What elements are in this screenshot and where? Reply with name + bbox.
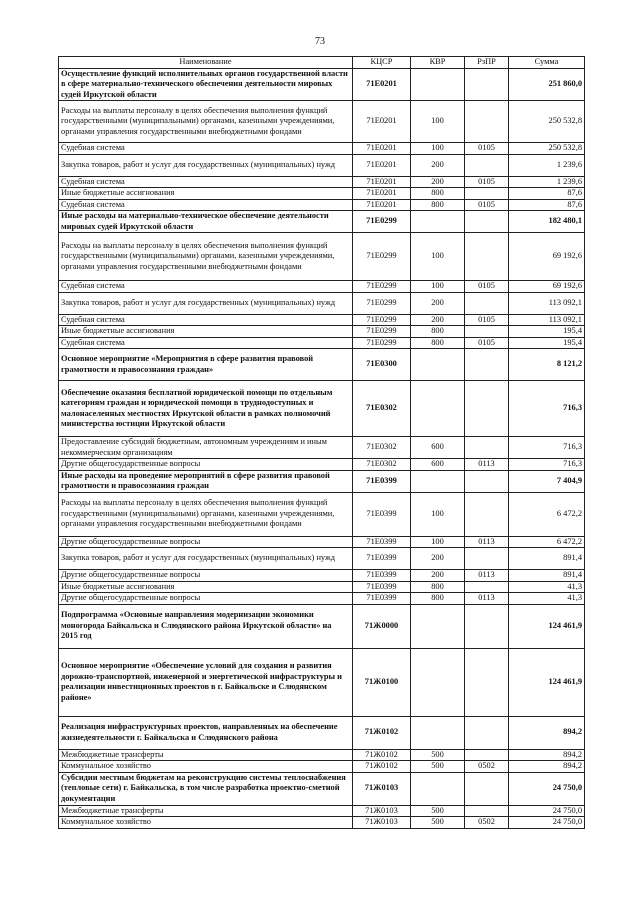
cell-kcsr: 71Ж0100 <box>353 648 411 716</box>
cell-rzpr: 0105 <box>465 143 509 155</box>
table-row <box>59 761 585 773</box>
cell-sum: 124 461,9 <box>509 604 585 648</box>
cell-rzpr <box>465 492 509 536</box>
table-row <box>59 536 585 548</box>
table-row <box>59 326 585 338</box>
cell-name: Судебная система <box>59 281 353 293</box>
cell-name: Закупка товаров, работ и услуг для государственных (муниципальных) нужд <box>59 154 353 176</box>
cell-sum: 24 750,0 <box>509 772 585 805</box>
cell-rzpr: 0502 <box>465 761 509 773</box>
cell-name: Коммунальное хозяйство <box>59 761 353 773</box>
cell-name: Другие общегосударственные вопросы <box>59 593 353 605</box>
table-row <box>59 581 585 593</box>
cell-kvr: 100 <box>411 536 465 548</box>
cell-rzpr: 0113 <box>465 459 509 471</box>
table-row <box>59 314 585 326</box>
cell-kvr <box>411 716 465 749</box>
cell-kcsr: 71Е0399 <box>353 470 411 492</box>
cell-name: Расходы на выплаты персоналу в целях обеспечения выполнения функций государственными (муниципальными) органами, казенными учреждениями, органами управления государственными внебюджетными фондами <box>59 101 353 143</box>
table-row <box>59 817 585 829</box>
cell-kvr <box>411 68 465 101</box>
cell-kcsr: 71Е0399 <box>353 492 411 536</box>
page-number: 73 <box>315 36 325 47</box>
cell-sum: 716,3 <box>509 437 585 459</box>
table-row <box>59 143 585 155</box>
cell-kcsr: 71Е0201 <box>353 143 411 155</box>
cell-kvr: 600 <box>411 437 465 459</box>
table-row <box>59 381 585 437</box>
cell-kcsr: 71Ж0103 <box>353 817 411 829</box>
cell-kvr: 500 <box>411 817 465 829</box>
cell-kcsr: 71Е0399 <box>353 570 411 582</box>
table-row <box>59 604 585 648</box>
cell-kcsr: 71Е0201 <box>353 176 411 188</box>
cell-rzpr <box>465 772 509 805</box>
cell-kcsr: 71Ж0103 <box>353 772 411 805</box>
cell-name: Основное мероприятие «Мероприятия в сфере развития правовой грамотности и правосознания граждан» <box>59 349 353 381</box>
cell-kvr <box>411 381 465 437</box>
cell-kvr: 100 <box>411 143 465 155</box>
table-row <box>59 749 585 761</box>
cell-name: Обеспечение оказания бесплатной юридической помощи по отдельным категориям граждан и юридической помощи в труднодоступных и малонаселенных местностях Иркутской области в рамках полномочий министерства юстиции Иркутской области <box>59 381 353 437</box>
cell-sum: 24 750,0 <box>509 805 585 817</box>
cell-name: Реализация инфраструктурных проектов, направленных на обеспечение жизнедеятельности г. Байкальска и Слюдянского района <box>59 716 353 749</box>
cell-rzpr: 0113 <box>465 536 509 548</box>
cell-sum: 41,3 <box>509 593 585 605</box>
cell-kvr: 100 <box>411 101 465 143</box>
table-row <box>59 68 585 101</box>
table-row <box>59 437 585 459</box>
cell-kvr <box>411 772 465 805</box>
cell-name: Закупка товаров, работ и услуг для государственных (муниципальных) нужд <box>59 548 353 570</box>
cell-rzpr: 0113 <box>465 593 509 605</box>
cell-kcsr: 71Е0299 <box>353 314 411 326</box>
cell-name: Подпрограмма «Основные направления модернизации экономики моногорода Байкальска и Слюдянского района Иркутской области» на 2015 год <box>59 604 353 648</box>
header-kcsr: КЦСР <box>353 57 411 69</box>
cell-sum: 69 192,6 <box>509 233 585 281</box>
cell-name: Иные бюджетные ассигнования <box>59 326 353 338</box>
table-row <box>59 349 585 381</box>
cell-kcsr: 71Ж0103 <box>353 805 411 817</box>
cell-rzpr: 0105 <box>465 199 509 211</box>
table-row <box>59 548 585 570</box>
cell-kvr <box>411 604 465 648</box>
header-kvr: КВР <box>411 57 465 69</box>
cell-name: Осуществление функций исполнительных органов государственной власти в сфере материально-технического обеспечения деятельности мировых судей Иркутской области <box>59 68 353 101</box>
cell-sum: 716,3 <box>509 459 585 471</box>
cell-sum: 891,4 <box>509 570 585 582</box>
cell-sum: 891,4 <box>509 548 585 570</box>
cell-rzpr <box>465 154 509 176</box>
cell-kcsr: 71Е0201 <box>353 188 411 200</box>
cell-sum: 41,3 <box>509 581 585 593</box>
cell-kcsr: 71Е0299 <box>353 337 411 349</box>
cell-rzpr: 0105 <box>465 281 509 293</box>
cell-sum: 182 480,1 <box>509 211 585 233</box>
cell-kvr: 200 <box>411 176 465 188</box>
cell-kcsr: 71Е0299 <box>353 233 411 281</box>
cell-sum: 87,6 <box>509 188 585 200</box>
cell-sum: 113 092,1 <box>509 292 585 314</box>
cell-rzpr <box>465 604 509 648</box>
cell-sum: 113 092,1 <box>509 314 585 326</box>
cell-rzpr <box>465 211 509 233</box>
cell-sum: 6 472,2 <box>509 536 585 548</box>
cell-name: Межбюджетные трансферты <box>59 805 353 817</box>
cell-kvr: 600 <box>411 459 465 471</box>
cell-kvr: 100 <box>411 281 465 293</box>
cell-kcsr: 71Ж0102 <box>353 749 411 761</box>
table-row <box>59 716 585 749</box>
cell-kvr: 100 <box>411 233 465 281</box>
cell-rzpr <box>465 716 509 749</box>
cell-name: Судебная система <box>59 176 353 188</box>
cell-kvr: 800 <box>411 326 465 338</box>
cell-kcsr: 71Е0399 <box>353 536 411 548</box>
cell-rzpr <box>465 749 509 761</box>
cell-sum: 6 472,2 <box>509 492 585 536</box>
cell-name: Расходы на выплаты персоналу в целях обеспечения выполнения функций государственными (муниципальными) органами, казенными учреждениями, органами управления государственными внебюджетными фондами <box>59 233 353 281</box>
table-body <box>59 68 585 828</box>
table-row <box>59 154 585 176</box>
cell-rzpr: 0113 <box>465 570 509 582</box>
cell-kcsr: 71Ж0102 <box>353 716 411 749</box>
cell-name: Коммунальное хозяйство <box>59 817 353 829</box>
cell-name: Другие общегосударственные вопросы <box>59 459 353 471</box>
cell-sum: 894,2 <box>509 761 585 773</box>
table-row <box>59 176 585 188</box>
table-row <box>59 570 585 582</box>
cell-kcsr: 71Е0300 <box>353 349 411 381</box>
table-row <box>59 292 585 314</box>
header-name: Наименование <box>59 57 353 69</box>
cell-kvr: 100 <box>411 492 465 536</box>
table-row <box>59 492 585 536</box>
cell-name: Иные расходы на материально-техническое обеспечение деятельности мировых судей Иркутской области <box>59 211 353 233</box>
cell-name: Судебная система <box>59 314 353 326</box>
cell-kcsr: 71Е0302 <box>353 437 411 459</box>
table-row <box>59 459 585 471</box>
cell-rzpr <box>465 470 509 492</box>
cell-rzpr <box>465 188 509 200</box>
cell-sum: 250 532,8 <box>509 101 585 143</box>
cell-kcsr: 71Е0201 <box>353 68 411 101</box>
cell-kvr: 200 <box>411 154 465 176</box>
cell-kcsr: 71Е0302 <box>353 381 411 437</box>
cell-name: Межбюджетные трансферты <box>59 749 353 761</box>
cell-kcsr: 71Е0302 <box>353 459 411 471</box>
cell-kvr <box>411 349 465 381</box>
cell-kvr: 800 <box>411 199 465 211</box>
cell-name: Основное мероприятие «Обеспечение условий для создания и развития дорожно-транспортной, инженерной и энергетической инфраструктуры и реализации инвестиционных проектов в г. Байкальске и Слюдянском районе» <box>59 648 353 716</box>
cell-kvr: 200 <box>411 314 465 326</box>
cell-name: Судебная система <box>59 143 353 155</box>
table-row <box>59 211 585 233</box>
table-row <box>59 772 585 805</box>
cell-kcsr: 71Е0399 <box>353 581 411 593</box>
cell-sum: 195,4 <box>509 326 585 338</box>
cell-rzpr <box>465 581 509 593</box>
cell-kvr: 200 <box>411 570 465 582</box>
cell-kcsr: 71Е0201 <box>353 199 411 211</box>
cell-kvr: 800 <box>411 337 465 349</box>
cell-kvr: 800 <box>411 593 465 605</box>
cell-name: Иные бюджетные ассигнования <box>59 188 353 200</box>
cell-sum: 195,4 <box>509 337 585 349</box>
cell-name: Другие общегосударственные вопросы <box>59 536 353 548</box>
cell-rzpr <box>465 648 509 716</box>
cell-kvr <box>411 470 465 492</box>
table-row <box>59 648 585 716</box>
cell-kvr: 200 <box>411 548 465 570</box>
header-rzpr: РзПР <box>465 57 509 69</box>
cell-name: Судебная система <box>59 199 353 211</box>
cell-rzpr <box>465 437 509 459</box>
cell-sum: 894,2 <box>509 749 585 761</box>
cell-kcsr: 71Е0201 <box>353 101 411 143</box>
cell-name: Расходы на выплаты персоналу в целях обеспечения выполнения функций государственными (муниципальными) органами, казенными учреждениями, органами управления государственными внебюджетными фондами <box>59 492 353 536</box>
cell-name: Предоставление субсидий бюджетным, автономным учреждениям и иным некоммерческим организациям <box>59 437 353 459</box>
cell-kvr: 500 <box>411 761 465 773</box>
cell-name: Субсидии местным бюджетам на реконструкцию системы теплоснабжения (тепловые сети) г. Байкальска, в том числе разработка проектно-сметной документации <box>59 772 353 805</box>
cell-kcsr: 71Ж0102 <box>353 761 411 773</box>
cell-rzpr <box>465 68 509 101</box>
cell-rzpr: 0105 <box>465 337 509 349</box>
table-row <box>59 281 585 293</box>
cell-kcsr: 71Ж0000 <box>353 604 411 648</box>
cell-rzpr: 0105 <box>465 314 509 326</box>
cell-rzpr: 0105 <box>465 176 509 188</box>
cell-sum: 8 121,2 <box>509 349 585 381</box>
cell-name: Другие общегосударственные вопросы <box>59 570 353 582</box>
cell-sum: 24 750,0 <box>509 817 585 829</box>
table-header-row <box>59 57 585 69</box>
budget-table <box>58 56 585 829</box>
table-row <box>59 593 585 605</box>
cell-kcsr: 71Е0399 <box>353 593 411 605</box>
cell-rzpr: 0502 <box>465 817 509 829</box>
table-row <box>59 199 585 211</box>
cell-kvr <box>411 648 465 716</box>
table-row <box>59 188 585 200</box>
cell-rzpr <box>465 326 509 338</box>
cell-kvr: 500 <box>411 749 465 761</box>
cell-rzpr <box>465 381 509 437</box>
cell-rzpr <box>465 805 509 817</box>
cell-sum: 250 532,8 <box>509 143 585 155</box>
cell-kvr: 800 <box>411 581 465 593</box>
cell-name: Закупка товаров, работ и услуг для государственных (муниципальных) нужд <box>59 292 353 314</box>
cell-rzpr <box>465 548 509 570</box>
cell-rzpr <box>465 233 509 281</box>
cell-kvr: 200 <box>411 292 465 314</box>
cell-name: Судебная система <box>59 337 353 349</box>
cell-sum: 251 860,0 <box>509 68 585 101</box>
cell-rzpr <box>465 101 509 143</box>
cell-kcsr: 71Е0299 <box>353 292 411 314</box>
cell-kvr: 500 <box>411 805 465 817</box>
header-sum: Сумма <box>509 57 585 69</box>
cell-sum: 124 461,9 <box>509 648 585 716</box>
cell-sum: 894,2 <box>509 716 585 749</box>
table-row <box>59 233 585 281</box>
table-row <box>59 805 585 817</box>
cell-sum: 716,3 <box>509 381 585 437</box>
cell-sum: 1 239,6 <box>509 176 585 188</box>
cell-kvr <box>411 211 465 233</box>
cell-kcsr: 71Е0201 <box>353 154 411 176</box>
cell-name: Иные бюджетные ассигнования <box>59 581 353 593</box>
cell-sum: 87,6 <box>509 199 585 211</box>
cell-kvr: 800 <box>411 188 465 200</box>
cell-rzpr <box>465 292 509 314</box>
cell-name: Иные расходы на проведение мероприятий в сфере развития правовой грамотности и правосознания граждан <box>59 470 353 492</box>
cell-kcsr: 71Е0299 <box>353 326 411 338</box>
cell-sum: 7 404,9 <box>509 470 585 492</box>
table-row <box>59 470 585 492</box>
cell-sum: 69 192,6 <box>509 281 585 293</box>
cell-kcsr: 71Е0299 <box>353 281 411 293</box>
table-row <box>59 337 585 349</box>
table-row <box>59 101 585 143</box>
cell-sum: 1 239,6 <box>509 154 585 176</box>
cell-kcsr: 71Е0299 <box>353 211 411 233</box>
cell-rzpr <box>465 349 509 381</box>
cell-kcsr: 71Е0399 <box>353 548 411 570</box>
